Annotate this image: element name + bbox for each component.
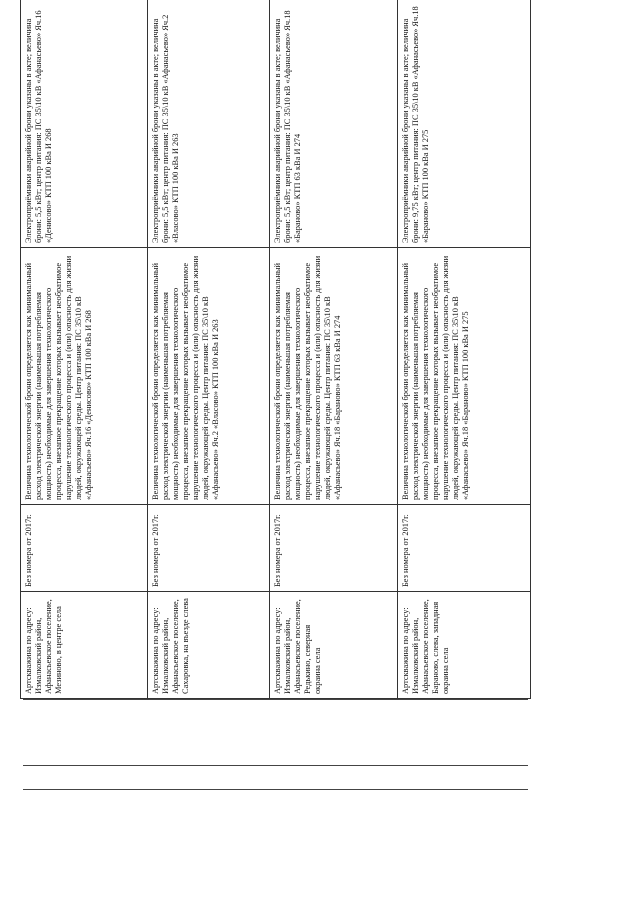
table-row	[148, 0, 270, 699]
description-cell	[270, 248, 398, 505]
address-cell	[21, 592, 148, 699]
info-text: Электроприёмники аварийной брони указаны в акте; величина брони: 5,5 кВт; центр питания: ПС 35\10 кВ «Афанасьево» Яч.16 «Денисово» КТП 100 кВа И 268	[24, 10, 53, 243]
number-text: Без номера от 2017г.	[151, 514, 160, 587]
info-text: Электроприёмники аварийной брони указаны в акте; величина брони: 9,75 кВт; центр питания: ПС 35\10 кВ «Афанасьево» Яч.18 «Бараново» КТП 100 кВа И 275	[401, 6, 430, 243]
table-stub-line	[23, 699, 528, 700]
info-text: Электроприёмники аварийной брони указаны в акте; величина брони: 5,5 кВт; центр питания: ПС 35\10 кВ «Афанасьево» Яч.2 «Власово» КТП 100 кВа И 263	[151, 14, 180, 243]
info-text: Электроприёмники аварийной брони указаны в акте; величина брони: 5,5 кВт; центр питания: ПС 35\10 кВ «Афанасьево» Яч.18 «Бараново» КТП 63 кВа И 274	[273, 10, 302, 243]
empty-table-stubs	[20, 699, 530, 790]
table-row	[21, 0, 148, 699]
description-cell	[148, 248, 270, 505]
number-text: Без номера от 2017г.	[273, 514, 282, 587]
rotated-page	[20, 6, 530, 790]
description-text: Величина технологической брони определяется как минимальный расход электрической энергии (наименьшая потребляемая мощность) необходимые для завершения технологического процесса, внезапное прекращение которых вызывает необратимое нарушение технологического процесса и (или) опасность для жизни людей, окружающей среды. Центр питания: ПС 35\10 кВ «Афанасьево» Яч.18 «Бараново» КТП 100 кВа И 275	[401, 255, 470, 500]
number-cell	[148, 505, 270, 592]
description-cell	[21, 248, 148, 505]
address-cell	[148, 592, 270, 699]
address-text: Артскважина по адресу: Измалковский район, Афанасьевское поселение, Сахаровка, на въезде слева	[151, 598, 190, 694]
number-cell	[270, 505, 398, 592]
number-text: Без номера от 2017г.	[24, 514, 33, 587]
emergency-reserve-table	[20, 0, 531, 699]
info-cell	[148, 0, 270, 248]
description-text: Величина технологической брони определяется как минимальный расход электрической энергии (наименьшая потребляемая мощность) необходимые для завершения технологического процесса, внезапное прекращение которых вызывает необратимое нарушение технологического процесса и (или) опасность для жизни людей, окружающей среды. Центр питания: ПС 35\10 кВ «Афанасьево» Яч.16 «Денисово» КТП 100 кВа И 268	[24, 255, 93, 500]
info-cell	[21, 0, 148, 248]
address-text: Артскважина по адресу: Измалковский район, Афанасьевское поселение, Бараново, слева, западная окраина села	[401, 599, 450, 694]
description-text: Величина технологической брони определяется как минимальный расход электрической энергии (наименьшая потребляемая мощность) необходимые для завершения технологического процесса, внезапное прекращение которых вызывает необратимое нарушение технологического процесса и (или) опасность для жизни людей, окружающей среды. Центр питания: ПС 35\10 кВ «Афанасьево» Яч.2 «Власово» КТП 100 кВа И 263	[151, 255, 220, 500]
table-row	[270, 0, 398, 699]
address-text: Артскважина по адресу: Измалковский район, Афанасьевское поселение, Мезиново, в центре села	[24, 599, 63, 694]
address-cell	[398, 592, 531, 699]
info-cell	[270, 0, 398, 248]
address-text: Артскважина по адресу: Измалковский район, Афанасьевское поселение, Редькино, северная окраина села	[273, 599, 322, 694]
table-row	[398, 0, 531, 699]
description-cell	[398, 248, 531, 505]
info-cell	[398, 0, 531, 248]
table-stub-line	[23, 765, 528, 766]
address-cell	[270, 592, 398, 699]
number-text: Без номера от 2017г.	[401, 514, 410, 587]
table-stub-line	[23, 789, 528, 790]
description-text: Величина технологической брони определяется как минимальный расход электрической энергии (наименьшая потребляемая мощность) необходимые для завершения технологического процесса, внезапное прекращение которых вызывает необратимое нарушение технологического процесса и (или) опасность для жизни людей, окружающей среды. Центр питания: ПС 35\10 кВ «Афанасьево» Яч.18 «Бараново» КТП 63 кВа И 274	[273, 255, 342, 500]
number-cell	[21, 505, 148, 592]
number-cell	[398, 505, 531, 592]
